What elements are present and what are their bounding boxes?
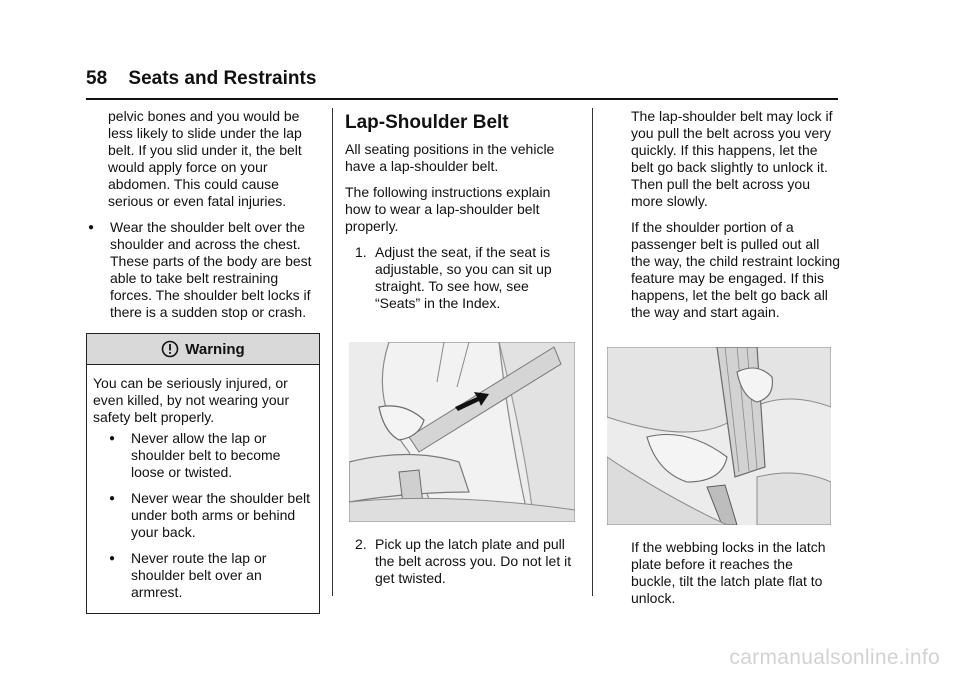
step-number: 1.	[355, 244, 367, 260]
column-divider	[592, 108, 593, 596]
column-middle	[345, 108, 577, 596]
warning-item: Never wear the shoulder belt under both arms or behind your back.	[131, 490, 310, 540]
page-header	[86, 68, 316, 90]
bullet-text: Wear the shoulder belt over the shoulder and across the chest. These parts of the body are best able to take belt restraining forces. The shoulder belt locks if there is a sudden stop or crash.	[110, 219, 312, 320]
column-divider	[332, 108, 333, 596]
warning-body	[87, 365, 319, 613]
warning-icon	[161, 340, 179, 358]
paragraph: If the shoulder portion of a passenger belt is pulled out all the way, the child restraint locking feature may be engaged. If this happens, let the belt go back all the way and start again.	[631, 219, 841, 320]
seat-belt-illustration	[349, 342, 575, 522]
step-text: Pick up the latch plate and pull the belt across you. Do not let it get twisted.	[375, 536, 572, 586]
step-1	[345, 244, 577, 312]
section-heading: Lap-Shoulder Belt	[345, 112, 509, 133]
column-left	[86, 108, 322, 614]
bullet-mark: ●	[109, 553, 116, 564]
page-title: Seats and Restraints	[128, 68, 317, 89]
paragraph: The lap-shoulder belt may lock if you pull the belt across you very quickly. If this happens, let the belt go back slightly to unlock it. Then pull the belt across you more slowly.	[631, 108, 833, 209]
list-item	[93, 490, 311, 541]
page-number: 58	[86, 68, 108, 89]
paragraph: All seating positions in the vehicle have a lap-shoulder belt.	[345, 141, 555, 174]
step-number: 2.	[355, 536, 367, 552]
bullet-mark: ●	[109, 493, 116, 504]
warning-title: Warning	[185, 340, 245, 358]
continued-paragraph: pelvic bones and you would be less likely to slide under the lap belt. If you slid under it, the belt would apply force on your abdomen. This could cause serious or even fatal injuries.	[108, 108, 302, 209]
header-rule	[86, 98, 838, 100]
paragraph: If the webbing locks in the latch plate before it reaches the buckle, tilt the latch plate flat to unlock.	[631, 539, 826, 606]
list-item	[93, 430, 311, 481]
warning-item: Never route the lap or shoulder belt over an armrest.	[131, 550, 267, 600]
list-item	[86, 219, 322, 321]
paragraph: The following instructions explain how to wear a lap-shoulder belt properly.	[345, 184, 551, 234]
warning-item: Never allow the lap or shoulder belt to become loose or twisted.	[131, 430, 281, 480]
warning-header	[87, 334, 319, 365]
warning-box	[86, 333, 320, 614]
column-right	[609, 108, 841, 616]
list-item	[93, 550, 311, 601]
bullet-mark: ●	[88, 222, 95, 233]
step-text: Adjust the seat, if the seat is adjustable, so you can sit up straight. To see how, see “Seats” in the Index.	[375, 244, 552, 311]
bullet-mark: ●	[109, 433, 116, 444]
step-2	[345, 536, 577, 587]
watermark: carmanualsonline.info	[729, 646, 940, 669]
warning-intro: You can be seriously injured, or even killed, by not wearing your safety belt properly.	[93, 375, 290, 425]
latch-plate-illustration	[607, 347, 831, 525]
